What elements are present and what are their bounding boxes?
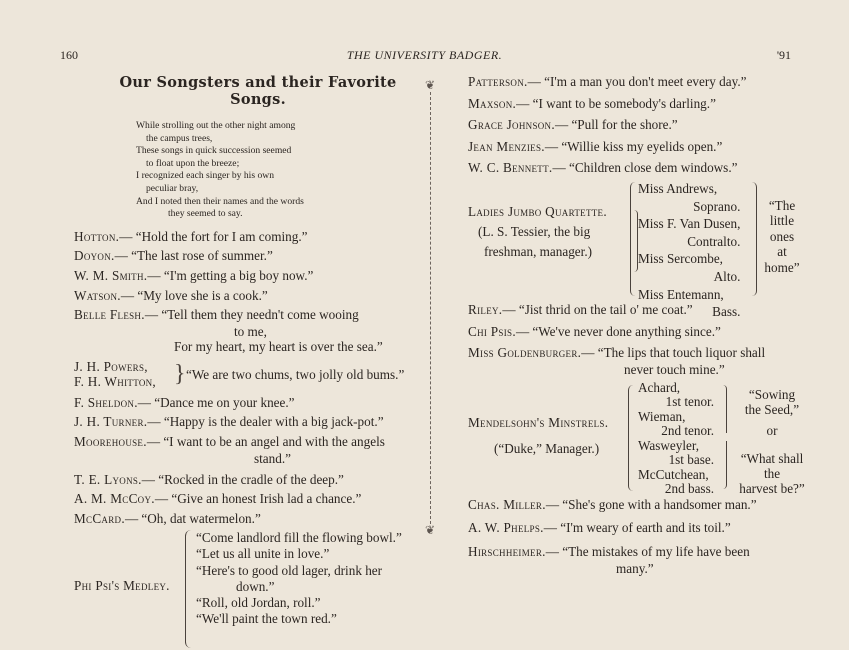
song-word: ones	[769, 228, 795, 244]
verse-line: I recognized each singer by his own	[136, 170, 274, 182]
song-title: — “I want to be somebody's darling.”	[516, 95, 716, 111]
song-entry	[74, 246, 422, 266]
singer-name: F. H. Whitton,	[74, 373, 157, 389]
song-entry	[74, 305, 422, 325]
singer-name: Patterson.	[468, 74, 528, 89]
medley-item: “Let us all unite in love.”	[196, 546, 330, 562]
song-title: — “Willie kiss my eyelids open.”	[544, 138, 723, 154]
verse-line: While strolling out the other night among	[136, 120, 296, 131]
song-title: — “The lips that touch liquor shall	[581, 345, 766, 361]
song-continuation: many.”	[616, 560, 654, 576]
song-title: — “She's gone with a handsomer man.”	[545, 496, 757, 512]
singer-name: Miss Goldenburger.	[468, 345, 582, 361]
song-continuation: to me,	[234, 323, 267, 339]
verse-line: And I noted then their names and the words	[136, 195, 304, 207]
singer-name: Riley.	[468, 301, 503, 317]
song-title: — “Tell them they needn't come wooing	[144, 307, 359, 323]
brace-icon: }	[174, 360, 186, 387]
song-word: the	[763, 465, 781, 481]
song-title: — “Jist thrid on the tail o' me coat.”	[502, 301, 693, 317]
group-song	[726, 387, 818, 438]
song-title: — “Pull for the shore.”	[554, 117, 678, 133]
song-entry	[74, 412, 422, 432]
song-entry	[468, 158, 808, 178]
brace-icon	[628, 385, 635, 491]
singer-name: A. M. McCoy.	[74, 491, 155, 507]
song-entry	[74, 509, 422, 529]
song-entry	[468, 322, 808, 342]
song-entry	[74, 286, 422, 306]
song-word: at	[777, 244, 787, 260]
song-entry	[468, 137, 808, 157]
singer-name: T. E. Lyons.	[74, 471, 142, 487]
singer-name: Maxson.	[468, 95, 517, 111]
member-name: Miss F. Van Dusen,	[638, 216, 741, 232]
page-number: 160	[60, 48, 78, 62]
song-word: little	[769, 213, 795, 229]
song-title: — “Children close dem windows.”	[552, 160, 738, 176]
medley-label: Phi Psi's Medley.	[74, 578, 170, 594]
singer-name: Chas. Miller.	[468, 496, 546, 512]
song-word: “The	[768, 197, 796, 213]
verse-line: peculiar bray,	[146, 182, 199, 194]
medley-list	[196, 530, 402, 627]
running-title: THE UNIVERSITY BADGER.	[346, 48, 503, 62]
song-entry	[468, 115, 808, 135]
song-title: — “We've never done anything since.”	[515, 323, 721, 339]
song-title: — “Dance me on your knee.”	[137, 394, 295, 410]
song-entry	[74, 489, 422, 509]
song-entry	[468, 72, 808, 92]
song-title: — “Happy is the dealer with a big jack-pot.”	[147, 414, 384, 430]
singer-name: Jean Menzies.	[468, 138, 545, 154]
singer-name: Moorehouse.	[74, 433, 147, 449]
song-entry	[74, 266, 422, 286]
duet-entry	[74, 359, 422, 393]
member-voice: 2nd tenor.	[661, 423, 714, 439]
song-title: — “Rocked in the cradle of the deep.”	[141, 471, 344, 487]
song-title: — “Give an honest Irish lad a chance.”	[154, 491, 362, 507]
divider-rule	[430, 92, 431, 524]
left-column	[74, 72, 422, 650]
song-entry	[468, 542, 808, 562]
member-voice: Alto.	[713, 268, 741, 284]
member-name: Wasweyler,	[638, 437, 700, 453]
song-title: — “The mistakes of my life have been	[545, 543, 750, 559]
song-word: “What shall	[740, 450, 804, 466]
singer-name: Belle Flesh.	[74, 307, 145, 323]
member-voice: 1st tenor.	[665, 394, 714, 410]
member-name: Achard,	[638, 379, 681, 395]
singer-name: Doyon.	[74, 248, 115, 264]
song-word: harvest be?”	[739, 480, 805, 496]
song-continuation: stand.”	[254, 450, 291, 466]
medley-item: down.”	[236, 578, 275, 594]
song-entry	[74, 432, 422, 452]
member-name: Miss Sercombe,	[638, 251, 723, 267]
member-voice: Soprano.	[693, 198, 741, 214]
medley-block	[74, 530, 422, 650]
singer-name: Grace Johnson.	[468, 117, 555, 133]
singer-name: W. C. Bennett.	[468, 160, 553, 176]
song-title: — “Oh, dat watermelon.”	[124, 510, 261, 526]
year-label: '91	[776, 48, 791, 62]
song-continuation: For my heart, my heart is over the sea.”	[174, 338, 383, 354]
song-entry	[468, 518, 808, 538]
group-song	[760, 198, 804, 276]
column-divider	[426, 78, 436, 538]
song-title: — “My love she is a cook.”	[120, 287, 268, 303]
member-name: McCutchean,	[638, 466, 709, 482]
song-title: — “I'm getting a big boy now.”	[147, 267, 314, 283]
member-name: Miss Andrews,	[638, 180, 718, 196]
medley-item: “We'll paint the town red.”	[196, 611, 337, 627]
ornament-icon: ❦	[425, 78, 436, 92]
song-title: — “The last rose of summer.”	[114, 248, 273, 264]
song-entry	[468, 495, 808, 515]
singer-name: Hirschheimer.	[468, 543, 546, 559]
group-label: Ladies Jumbo Quartette.	[468, 203, 607, 219]
ornament-icon: ❦	[425, 523, 436, 537]
verse-line: to float upon the breeze;	[146, 157, 240, 169]
singer-name: F. Sheldon.	[74, 394, 138, 410]
medley-item: “Come landlord fill the flowing bowl.”	[196, 530, 402, 546]
song-entry	[468, 343, 808, 363]
song-entry	[74, 470, 422, 490]
section-title: Our Songsters and their Favorite Songs.	[119, 74, 397, 108]
singer-name: Chi Psis.	[468, 323, 516, 339]
brace-icon	[750, 182, 757, 296]
medley-item: “Roll, old Jordan, roll.”	[196, 595, 321, 611]
song-word: home”	[764, 259, 800, 275]
minstrels-block	[468, 381, 808, 495]
group-manager: (L. S. Tessier, the big	[478, 223, 591, 239]
member-voice: Contralto.	[687, 233, 741, 249]
singer-name: Watson.	[74, 287, 121, 303]
singer-name: J. H. Powers,	[74, 358, 148, 374]
member-name: Wieman,	[638, 408, 686, 424]
member-voice: 1st base.	[668, 452, 714, 468]
medley-item: “Here's to good old lager, drink her	[196, 562, 383, 578]
member-list	[638, 180, 740, 321]
group-label: Mendelsohn's Minstrels.	[468, 414, 609, 430]
singer-name: Hotton.	[74, 228, 120, 244]
brace-icon	[185, 530, 194, 648]
member-list	[638, 381, 714, 497]
member-name: Miss Entemann,	[638, 286, 724, 302]
song-entry	[468, 94, 808, 114]
song-entry	[74, 393, 422, 413]
verse-line: they seemed to say.	[168, 208, 243, 220]
song-title: “We are two chums, two jolly old bums.”	[186, 366, 405, 382]
song-title: — “I'm weary of earth and its toil.”	[543, 520, 731, 536]
song-entry	[74, 227, 422, 247]
song-title: — “I'm a man you don't meet every day.”	[527, 74, 747, 89]
song-word: or	[766, 422, 778, 438]
song-word: the Seed,”	[744, 401, 800, 417]
singer-name: A. W. Phelps.	[468, 520, 544, 536]
member-voice: Bass.	[712, 304, 741, 320]
group-manager: (“Duke,” Manager.)	[494, 440, 600, 456]
right-column	[468, 72, 808, 576]
brace-icon	[630, 182, 637, 296]
member-voice: 2nd bass.	[664, 481, 714, 497]
song-title: — “Hold the fort for I am coming.”	[119, 228, 308, 244]
intro-verse	[136, 120, 422, 221]
group-song	[726, 451, 818, 496]
song-continuation: never touch mine.”	[624, 361, 725, 377]
group-manager: freshman, manager.)	[484, 243, 593, 259]
singer-name: W. M. Smith.	[74, 267, 148, 283]
verse-line: the campus trees,	[146, 132, 213, 144]
song-title: — “I want to be an angel and with the angels	[146, 433, 385, 449]
singer-name: McCard.	[74, 510, 125, 526]
verse-line: These songs in quick succession seemed	[136, 145, 292, 157]
singer-name: J. H. Turner.	[74, 414, 148, 430]
song-word: “Sowing	[748, 386, 796, 402]
